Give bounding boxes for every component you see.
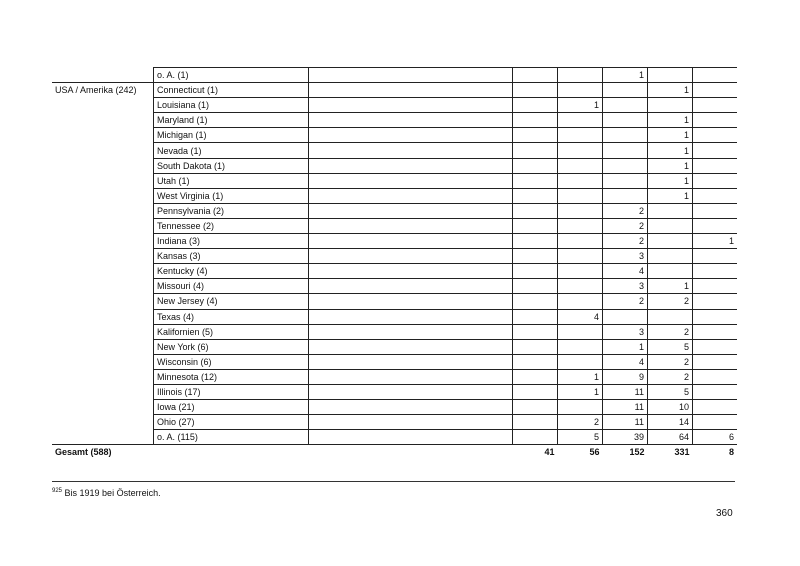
region-cell	[52, 369, 154, 384]
state-cell: Ohio (27)	[154, 415, 309, 430]
value-cell	[513, 234, 558, 249]
empty-cell	[309, 173, 513, 188]
state-cell: Utah (1)	[154, 173, 309, 188]
region-cell	[52, 68, 154, 83]
value-cell	[693, 249, 738, 264]
region-cell	[52, 128, 154, 143]
state-cell: Indiana (3)	[154, 234, 309, 249]
empty-cell	[309, 324, 513, 339]
value-cell	[558, 113, 603, 128]
value-cell	[603, 173, 648, 188]
table-row	[52, 188, 737, 203]
value-cell	[693, 158, 738, 173]
state-cell: Illinois (17)	[154, 384, 309, 399]
value-cell: 1	[693, 234, 738, 249]
value-cell	[693, 68, 738, 83]
region-cell	[52, 218, 154, 233]
value-cell: 10	[648, 400, 693, 415]
value-cell	[603, 83, 648, 98]
value-cell	[558, 400, 603, 415]
region-cell	[52, 113, 154, 128]
value-cell	[693, 279, 738, 294]
value-cell: 1	[648, 173, 693, 188]
table-row	[52, 83, 737, 98]
value-cell	[513, 430, 558, 445]
value-cell	[513, 188, 558, 203]
table-row	[52, 279, 737, 294]
table-row	[52, 113, 737, 128]
table-row	[52, 173, 737, 188]
value-cell: 2	[603, 218, 648, 233]
table-row	[52, 98, 737, 113]
table-row	[52, 218, 737, 233]
value-cell: 1	[603, 339, 648, 354]
table-row	[52, 249, 737, 264]
value-cell: 2	[558, 415, 603, 430]
empty-cell	[309, 188, 513, 203]
table-row	[52, 430, 737, 445]
region-cell	[52, 203, 154, 218]
state-cell: Minnesota (12)	[154, 369, 309, 384]
value-cell: 14	[648, 415, 693, 430]
footnote-number: 925	[52, 488, 63, 494]
empty-cell	[309, 294, 513, 309]
region-cell	[52, 279, 154, 294]
value-cell	[513, 294, 558, 309]
empty-cell	[309, 234, 513, 249]
value-cell: 5	[558, 430, 603, 445]
state-cell: Wisconsin (6)	[154, 354, 309, 369]
empty-cell	[309, 445, 513, 460]
value-cell: 64	[648, 430, 693, 445]
value-cell	[513, 264, 558, 279]
table-row	[52, 294, 737, 309]
value-cell	[693, 309, 738, 324]
value-cell: 1	[558, 369, 603, 384]
value-cell: 8	[693, 445, 738, 460]
region-cell	[52, 234, 154, 249]
state-cell: o. A. (115)	[154, 430, 309, 445]
value-cell: 6	[693, 430, 738, 445]
region-cell	[52, 264, 154, 279]
region-cell	[52, 354, 154, 369]
value-cell	[513, 98, 558, 113]
region-cell	[52, 188, 154, 203]
value-cell	[648, 218, 693, 233]
value-cell: 39	[603, 430, 648, 445]
state-cell: New Jersey (4)	[154, 294, 309, 309]
value-cell	[693, 83, 738, 98]
value-cell	[603, 309, 648, 324]
value-cell	[603, 143, 648, 158]
value-cell	[693, 415, 738, 430]
value-cell	[558, 354, 603, 369]
value-cell: 1	[558, 98, 603, 113]
table-row	[52, 234, 737, 249]
value-cell	[693, 143, 738, 158]
value-cell: 56	[558, 445, 603, 460]
state-cell: Pennsylvania (2)	[154, 203, 309, 218]
value-cell: 1	[648, 128, 693, 143]
value-cell: 41	[513, 445, 558, 460]
value-cell	[693, 128, 738, 143]
value-cell	[558, 249, 603, 264]
value-cell	[513, 309, 558, 324]
value-cell: 1	[648, 188, 693, 203]
table-row	[52, 264, 737, 279]
state-cell: West Virginia (1)	[154, 188, 309, 203]
value-cell: 1	[648, 279, 693, 294]
empty-cell	[309, 279, 513, 294]
region-cell	[52, 339, 154, 354]
value-cell	[513, 415, 558, 430]
region-cell: USA / Amerika (242)	[52, 83, 154, 98]
state-cell: Connecticut (1)	[154, 83, 309, 98]
value-cell: 2	[648, 324, 693, 339]
value-cell	[693, 384, 738, 399]
value-cell: 9	[603, 369, 648, 384]
value-cell	[693, 369, 738, 384]
value-cell	[558, 173, 603, 188]
value-cell	[513, 369, 558, 384]
empty-cell	[309, 264, 513, 279]
value-cell	[513, 384, 558, 399]
state-cell: Kalifornien (5)	[154, 324, 309, 339]
value-cell	[648, 249, 693, 264]
page-number: 360	[716, 508, 733, 519]
value-cell	[558, 128, 603, 143]
value-cell	[558, 234, 603, 249]
empty-cell	[309, 415, 513, 430]
region-cell	[52, 143, 154, 158]
value-cell	[693, 324, 738, 339]
state-cell: Iowa (21)	[154, 400, 309, 415]
state-cell: o. A. (1)	[154, 68, 309, 83]
region-cell	[52, 249, 154, 264]
table-row	[52, 158, 737, 173]
value-cell	[693, 113, 738, 128]
region-cell	[52, 384, 154, 399]
table-row	[52, 324, 737, 339]
value-cell: 5	[648, 384, 693, 399]
table-row	[52, 203, 737, 218]
value-cell: 11	[603, 384, 648, 399]
region-cell	[52, 324, 154, 339]
state-cell: Maryland (1)	[154, 113, 309, 128]
region-cell	[52, 400, 154, 415]
empty-cell	[309, 430, 513, 445]
empty-cell	[309, 98, 513, 113]
value-cell	[693, 294, 738, 309]
table-row	[52, 384, 737, 399]
state-cell: South Dakota (1)	[154, 158, 309, 173]
empty-cell	[309, 143, 513, 158]
value-cell	[558, 339, 603, 354]
value-cell: 3	[603, 249, 648, 264]
value-cell	[513, 203, 558, 218]
value-cell	[513, 339, 558, 354]
value-cell: 11	[603, 415, 648, 430]
region-cell	[52, 430, 154, 445]
empty-cell	[309, 249, 513, 264]
value-cell	[558, 203, 603, 218]
table-row	[52, 339, 737, 354]
value-cell	[648, 98, 693, 113]
value-cell	[648, 234, 693, 249]
value-cell: 1	[648, 158, 693, 173]
state-cell	[154, 445, 309, 460]
state-cell: Missouri (4)	[154, 279, 309, 294]
value-cell	[693, 400, 738, 415]
value-cell	[558, 218, 603, 233]
value-cell	[558, 68, 603, 83]
value-cell: 3	[603, 279, 648, 294]
region-cell	[52, 294, 154, 309]
region-cell	[52, 309, 154, 324]
state-cell: Texas (4)	[154, 309, 309, 324]
value-cell	[648, 264, 693, 279]
value-cell	[558, 279, 603, 294]
value-cell: 3	[603, 324, 648, 339]
empty-cell	[309, 354, 513, 369]
value-cell	[693, 264, 738, 279]
value-cell	[693, 339, 738, 354]
value-cell	[693, 354, 738, 369]
value-cell: 1	[558, 384, 603, 399]
table-row	[52, 354, 737, 369]
empty-cell	[309, 384, 513, 399]
value-cell: 2	[648, 354, 693, 369]
state-cell: Tennessee (2)	[154, 218, 309, 233]
value-cell	[693, 188, 738, 203]
value-cell: 1	[648, 143, 693, 158]
footnote	[52, 488, 161, 498]
value-cell	[603, 158, 648, 173]
value-cell: 2	[648, 294, 693, 309]
state-cell: Michigan (1)	[154, 128, 309, 143]
value-cell	[693, 218, 738, 233]
value-cell	[558, 158, 603, 173]
table-row	[52, 309, 737, 324]
value-cell: 2	[603, 234, 648, 249]
table-row	[52, 128, 737, 143]
value-cell: 5	[648, 339, 693, 354]
value-cell: 152	[603, 445, 648, 460]
value-cell	[558, 143, 603, 158]
value-cell	[648, 309, 693, 324]
value-cell	[693, 173, 738, 188]
empty-cell	[309, 128, 513, 143]
table-row	[52, 369, 737, 384]
empty-cell	[309, 309, 513, 324]
value-cell: 331	[648, 445, 693, 460]
value-cell: 2	[603, 203, 648, 218]
table-row	[52, 143, 737, 158]
value-cell: 4	[603, 354, 648, 369]
value-cell	[513, 400, 558, 415]
value-cell	[648, 68, 693, 83]
footnote-separator	[52, 481, 735, 482]
value-cell: 4	[603, 264, 648, 279]
region-cell	[52, 415, 154, 430]
region-cell	[52, 173, 154, 188]
empty-cell	[309, 113, 513, 128]
table-row	[52, 415, 737, 430]
empty-cell	[309, 218, 513, 233]
value-cell	[558, 188, 603, 203]
value-cell	[513, 143, 558, 158]
empty-cell	[309, 369, 513, 384]
value-cell	[558, 83, 603, 98]
footnote-text: Bis 1919 bei Österreich.	[64, 488, 161, 498]
value-cell	[603, 113, 648, 128]
region-cell: Gesamt (588)	[52, 445, 154, 460]
table-row	[52, 445, 737, 460]
value-cell	[513, 324, 558, 339]
table-row	[52, 400, 737, 415]
state-cell: Kentucky (4)	[154, 264, 309, 279]
value-cell: 2	[603, 294, 648, 309]
value-cell	[513, 68, 558, 83]
empty-cell	[309, 203, 513, 218]
empty-cell	[309, 83, 513, 98]
value-cell: 11	[603, 400, 648, 415]
state-cell: Louisiana (1)	[154, 98, 309, 113]
empty-cell	[309, 339, 513, 354]
value-cell	[648, 203, 693, 218]
statistics-table	[52, 67, 737, 459]
value-cell: 1	[648, 83, 693, 98]
value-cell	[558, 324, 603, 339]
value-cell: 4	[558, 309, 603, 324]
state-cell: Kansas (3)	[154, 249, 309, 264]
state-cell: Nevada (1)	[154, 143, 309, 158]
value-cell	[558, 264, 603, 279]
value-cell: 1	[603, 68, 648, 83]
table-row	[52, 68, 737, 83]
state-cell: New York (6)	[154, 339, 309, 354]
value-cell	[513, 128, 558, 143]
value-cell	[513, 279, 558, 294]
empty-cell	[309, 158, 513, 173]
value-cell	[513, 113, 558, 128]
value-cell	[513, 354, 558, 369]
value-cell	[603, 128, 648, 143]
value-cell: 1	[648, 113, 693, 128]
value-cell	[513, 83, 558, 98]
value-cell: 2	[648, 369, 693, 384]
value-cell	[603, 98, 648, 113]
region-cell	[52, 158, 154, 173]
empty-cell	[309, 68, 513, 83]
value-cell	[558, 294, 603, 309]
value-cell	[693, 203, 738, 218]
empty-cell	[309, 400, 513, 415]
value-cell	[603, 188, 648, 203]
value-cell	[693, 98, 738, 113]
region-cell	[52, 98, 154, 113]
value-cell	[513, 158, 558, 173]
value-cell	[513, 173, 558, 188]
value-cell	[513, 249, 558, 264]
value-cell	[513, 218, 558, 233]
